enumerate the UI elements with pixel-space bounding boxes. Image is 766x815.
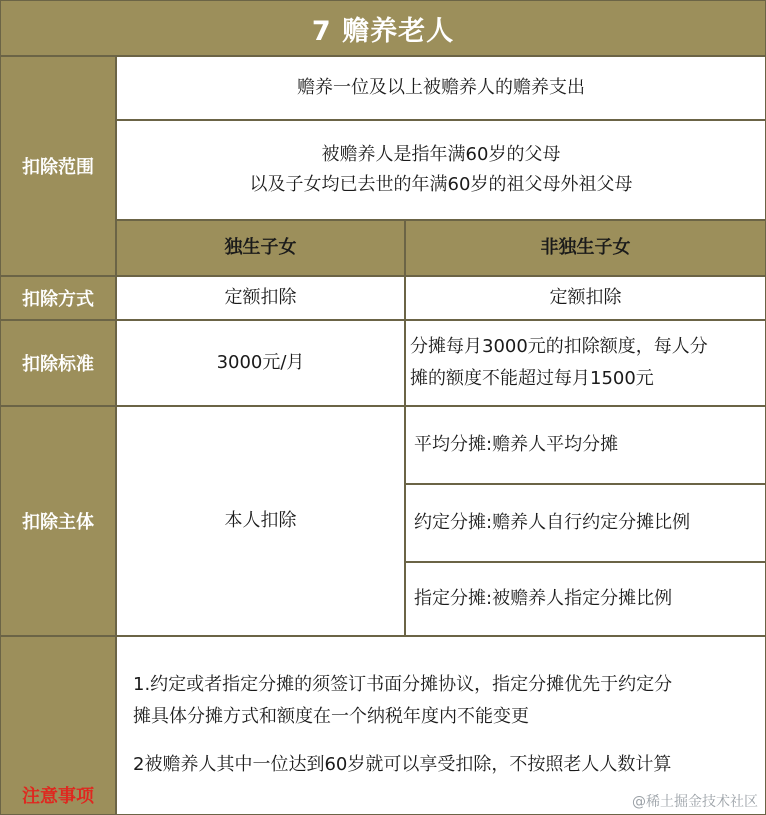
- subject-only-child: 本人扣除: [116, 406, 405, 636]
- subject-option-agreed: 约定分摊:赡养人自行约定分摊比例: [405, 484, 766, 562]
- note-1-line1: 1.约定或者指定分摊的须签订书面分摊协议，指定分摊优先于约定分: [133, 674, 673, 695]
- scope-text-2a: 被赡养人是指年满60岁的父母: [321, 144, 561, 165]
- table-title: 7 赡养老人: [0, 0, 766, 56]
- subject-option-average: 平均分摊:赡养人平均分摊: [405, 406, 766, 484]
- row-header-notes: [0, 636, 116, 815]
- subject-option-designated: 指定分摊:被赡养人指定分摊比例: [405, 562, 766, 636]
- row-header-subject: 扣除主体: [0, 406, 116, 636]
- standard-non-only-child: [405, 320, 766, 406]
- row-header-standard: 扣除标准: [0, 320, 116, 406]
- col-header-non-only-child: 非独生子女: [405, 220, 766, 276]
- notes-label: 注意事项: [22, 786, 94, 807]
- scope-cell-2: [116, 120, 766, 220]
- row-header-scope: 扣除范围: [0, 56, 116, 276]
- scope-text-1: 赡养一位及以上被赡养人的赡养支出: [297, 77, 585, 98]
- standard-only-child: 3000元/月: [116, 320, 405, 406]
- standard-non-only-line2: 摊的额度不能超过每月1500元: [410, 368, 654, 389]
- scope-cell-1: [116, 56, 766, 120]
- note-2: 2被赡养人其中一位达到60岁就可以享受扣除，不按照老人人数计算: [133, 754, 672, 775]
- scope-text-2b: 以及子女均已去世的年满60岁的祖父母外祖父母: [249, 174, 633, 195]
- row-header-method: 扣除方式: [0, 276, 116, 320]
- method-non-only-child: 定额扣除: [405, 276, 766, 320]
- col-header-only-child: 独生子女: [116, 220, 405, 276]
- notes-cell: [116, 636, 766, 815]
- note-1-line2: 摊具体分摊方式和额度在一个纳税年度内不能变更: [133, 706, 529, 727]
- method-only-child: 定额扣除: [116, 276, 405, 320]
- standard-non-only-line1: 分摊每月3000元的扣除额度，每人分: [410, 336, 708, 357]
- watermark: @稀土掘金技术社区: [632, 794, 758, 810]
